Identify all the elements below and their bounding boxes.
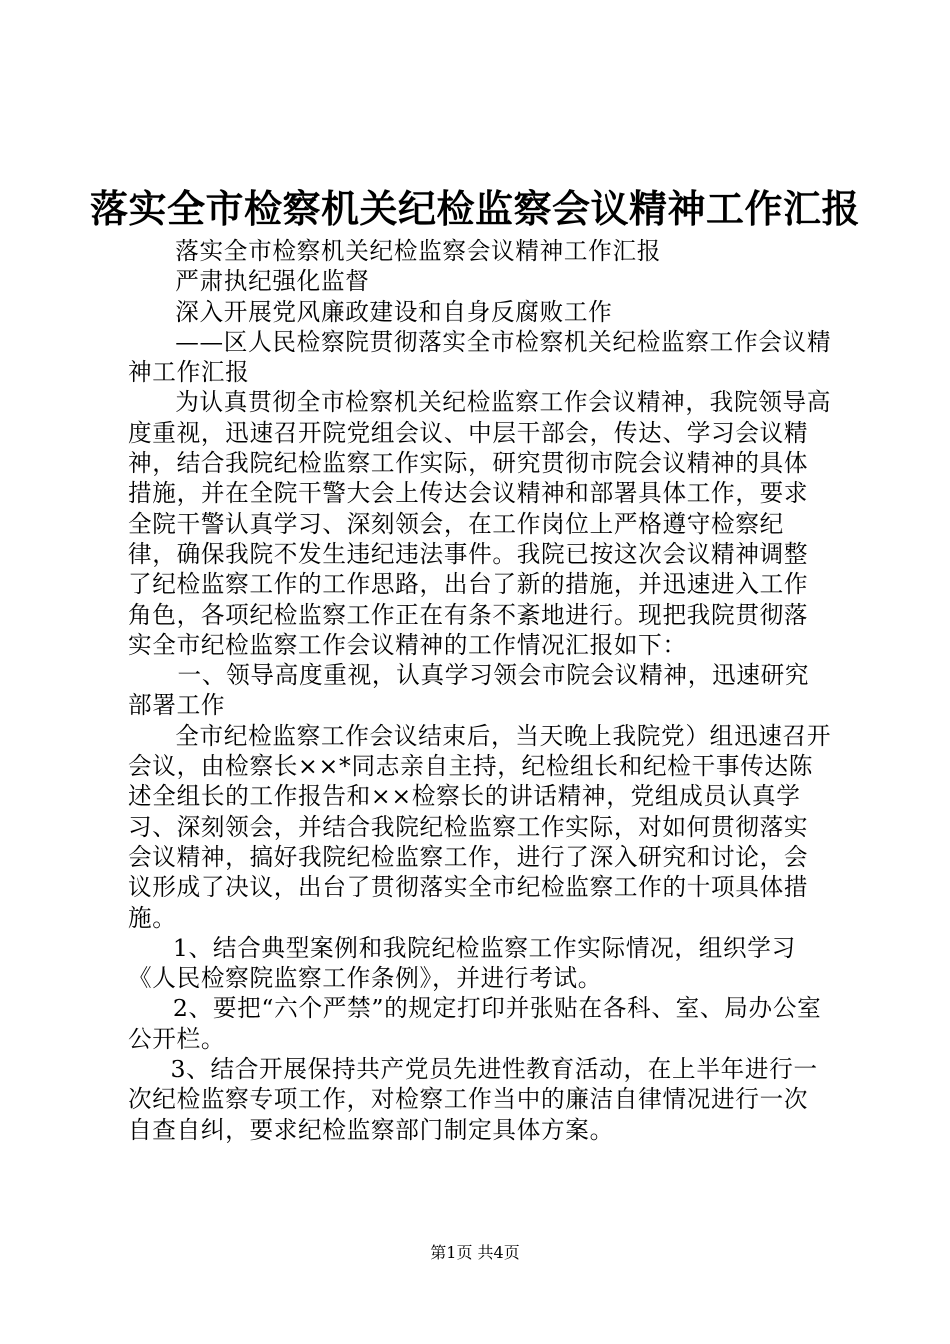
paragraph: 为认真贯彻全市检察机关纪检监察工作会议精神，我院领导高度重视，迅速召开院党组会议、中层干部会，传达、学习会议精神，结合我院纪检监察工作实际，研究贯彻市院会议精神的具体措施，并在全院干警大会上传达会议精神和部署具体工作，要求全院干警认真学习、深刻领会，在工作岗位上严格遵守检察纪律，确保我院不发生违纪违法事件。我院已按这次会议精神调整了纪检监察工作的工作思路，出台了新的措施，并迅速进入工作角色，各项纪检监察工作正在有条不紊地进行。现把我院贯彻落实全市纪检监察工作会议精神的工作情况汇报如下： bbox=[128, 388, 832, 659]
list-item: 2、要把“六个严禁”的规定打印并张贴在各科、室、局办公室公开栏。 bbox=[128, 994, 822, 1053]
list-item: 1、结合典型案例和我院纪检监察工作实际情况，组织学习《人民检察院监察工作条例》，并进行考试。 bbox=[128, 933, 796, 993]
paragraph: 全市纪检监察工作会议结束后，当天晚上我院党）组迅速召开会议，由检察长××*同志亲自主持，纪检组长和纪检干事传达陈述全组长的工作报告和××检察长的讲话精神，党组成员认真学习、深刻领会，并结合我院纪检监察工作实际，对如何贯彻落实会议精神，搞好我院纪检监察工作，进行了深入研究和讨论，会议形成了决议，出台了贯彻落实全市纪检监察工作的十项具体措施。 bbox=[128, 721, 832, 932]
list-item: 3、结合开展保持共产党员先进性教育活动，在上半年进行一次纪检监察专项工作，对检察工作当中的廉洁自律情况进行一次自查自纠，要求纪检监察部门制定具体方案。 bbox=[128, 1055, 818, 1144]
page-footer: 第1页 共4页 bbox=[430, 1243, 520, 1262]
paragraph: 严肃执纪强化监督 bbox=[175, 267, 370, 296]
document-body bbox=[128, 236, 832, 1145]
paragraph: ——区人民检察院贯彻落实全市检察机关纪检监察工作会议精神工作汇报 bbox=[128, 327, 832, 387]
paragraph: 深入开展党风廉政建设和自身反腐败工作 bbox=[175, 297, 613, 326]
section-heading: 一、领导高度重视，认真学习领会市院会议精神，迅速研究部署工作 bbox=[128, 661, 810, 720]
paragraph: 落实全市检察机关纪检监察会议精神工作汇报 bbox=[175, 237, 662, 265]
document-title: 落实全市检察机关纪检监察会议精神工作汇报 bbox=[89, 186, 860, 231]
